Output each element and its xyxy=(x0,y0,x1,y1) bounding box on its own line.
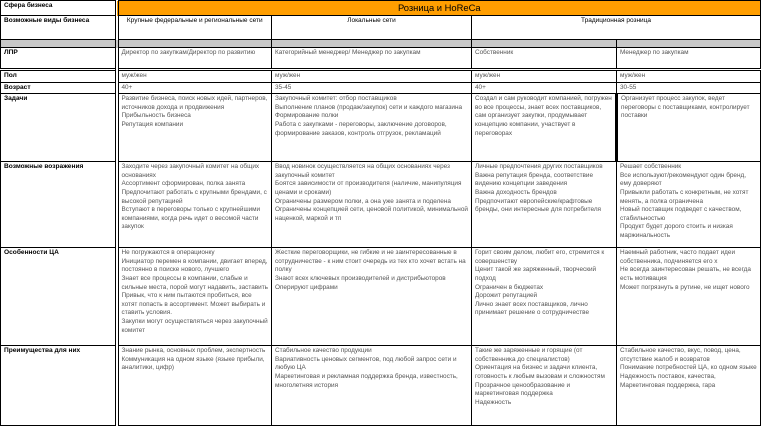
cell-objections-traditional-manager[interactable]: Решает собственник Все используют/рекомендуют один бренд, ему доверяют Привыкли работать с конкретным, не хотят менять, а полка ограничена Новый поставщик подведет с качеством, стабильностью Продукт будет дорого стоить и низкая маржинальность xyxy=(617,162,761,248)
cell-objections-traditional-owner[interactable]: Личные предпочтения других поставщиков Важна репутация бренда, соответствие видению концепции заведения Важна доходность брендов Предпочитают европейские/крафтовые бренды, они интересные для потребителя xyxy=(472,162,617,248)
cell-age-traditional-manager[interactable]: 30-55 xyxy=(617,82,761,94)
cell-advantages-local[interactable]: Стабильное качество продукции Вариативность ценовых сегментов, под любой запрос сети и любую ЦА Маркетинговая и рекламная поддержка бренда, известность, многолетняя история xyxy=(272,346,472,426)
cell-age-federal[interactable]: 40+ xyxy=(117,82,272,94)
cell-lpr-local[interactable]: Категорийный менеджер/ Менеджер по закупкам xyxy=(272,48,472,70)
table-row-tasks xyxy=(1,94,761,162)
cell-audience-traditional-manager[interactable]: Наемный работник, часто подает идеи собственника, подчиняется его х Не всегда заинтересован решать, не всегда есть мотивация Может погрязнуть в рутине, не ищет нового xyxy=(617,248,761,346)
table-row-lpr xyxy=(1,48,761,70)
row-label-age[interactable]: Возраст xyxy=(1,82,117,94)
column-header-traditional-retail[interactable]: Традиционная розница xyxy=(472,16,761,40)
cell-lpr-federal[interactable]: Директор по закупкам/Директор по развитию xyxy=(117,48,272,70)
cell-audience-local[interactable]: Жесткие переговорщики, не гибкие и не заинтересованные в сотрудничестве - к ним стоит очередь из тех кто хочет встать на полку Знают всех ключевых производителей и дистрибьюторов Оперируют цифрами xyxy=(272,248,472,346)
business-types-label[interactable]: Возможные виды бизнеса xyxy=(1,16,117,40)
row-label-objections[interactable]: Возможные возражения xyxy=(1,162,117,248)
row-label-audience-features[interactable]: Особенности ЦА xyxy=(1,248,117,346)
row-label-gender[interactable]: Пол xyxy=(1,70,117,83)
row-label-tasks[interactable]: Задачи xyxy=(1,94,117,162)
separator-row xyxy=(1,40,761,48)
cell-audience-federal[interactable]: Не погружаются в операционку Инициатор перемен в компании, двигает вперед, постоянно в поиске нового, лучшего Знает все процессы в компании, слабые и сильные места, порой могут надавить, заставить Привык, что к ним пытаются пробиться, все хотят попасть в ассортимент. Может выбирать и ставить условия. Закупки могут осуществляться через закупочный комитет xyxy=(117,248,272,346)
cell-audience-traditional-owner[interactable]: Горит своим делом, любит его, стремится к совершенству Ценит такой же заряженный, творческий подход Ограничен в бюджетах Дорожит репутацией Лично знает всех поставщиков, лично принимает решение о сотрудничестве xyxy=(472,248,617,346)
retail-horeca-banner[interactable]: Розница и HoReCa xyxy=(117,1,761,16)
cell-tasks-traditional-manager[interactable]: Организует процесс закупок, ведет переговоры с поставщиками, контролирует поставки xyxy=(617,94,761,162)
cell-advantages-federal[interactable]: Знание рынка, основных проблем, экспертность Коммуникация на одном языке (языке прибыли, аналитики, цифр) xyxy=(117,346,272,426)
cell-tasks-local[interactable]: Закупочный комитет: отбор поставщиков Выполнение планов (продаж/закупок) сети и каждого магазина Формирование полки Работа с закупками - переговоры, заключение договоров, формирование заказов, контроль отгрузок, рекламаций xyxy=(272,94,472,162)
row-label-advantages[interactable]: Преимущества для них xyxy=(1,346,117,426)
cell-gender-local[interactable]: муж/жен xyxy=(272,70,472,83)
cell-objections-federal[interactable]: Заходите через закупочный комитет на общих основаниях Ассортимент сформирован, полка занята Предпочитают работать с крупными брендами, с высокой репутацией Вступают в переговоры только с крупнейшими компаниями, когда речь идет о весомой части закупок xyxy=(117,162,272,248)
cell-age-traditional-owner[interactable]: 40+ xyxy=(472,82,617,94)
table-row-gender xyxy=(1,70,761,83)
cell-gender-federal[interactable]: муж/жен xyxy=(117,70,272,83)
table-row-audience-features xyxy=(1,248,761,346)
cell-advantages-traditional-owner[interactable]: Такие же заряженные и горящие (от собственника до специалистов) Ориентация на бизнес и задачи клиента, готовность к любым вызовам и сложностям Прозрачное ценообразование и маркетинговая поддержка Надежность xyxy=(472,346,617,426)
cell-tasks-federal[interactable]: Развитие бизнеса, поиск новых идей, партнеров, источников дохода и продвижения Прибыльность бизнеса Репутация компании xyxy=(117,94,272,162)
cell-age-local[interactable]: 35-45 xyxy=(272,82,472,94)
column-header-local-chains[interactable]: Локальные сети xyxy=(272,16,472,40)
cell-objections-local[interactable]: Ввод новинок осуществляется на общих основаниях через закупочный комитет Боятся зависимости от производителя (наличие, манипуляция ценами и сроками) Ограничены размером полки, а она уже занята и поделена Ограничены концепцией сети, ценовой политикой, минимальной наценкой, маркой и тп xyxy=(272,162,472,248)
cell-lpr-traditional-owner[interactable]: Собственник xyxy=(472,48,617,70)
cell-gender-traditional-owner[interactable]: муж/жен xyxy=(472,70,617,83)
table-row-advantages xyxy=(1,346,761,426)
cell-gender-traditional-manager[interactable]: муж/жен xyxy=(617,70,761,83)
sfera-label-cell[interactable]: Сфера бизнеса xyxy=(1,1,117,16)
column-header-federal-chains[interactable]: Крупные федеральные и региональные сети xyxy=(117,16,272,40)
cell-advantages-traditional-manager[interactable]: Стабильное качество, вкус, повод, цена, отсутствие жалоб и возвратов Понимание потребностей ЦА, ко одном языке Надежность поставок, качества, Маркетинговая поддержка, гара xyxy=(617,346,761,426)
table-row-age xyxy=(1,82,761,94)
row-label-lpr[interactable]: ЛПР xyxy=(1,48,117,70)
cell-tasks-traditional-owner[interactable]: Создал и сам руководит компанией, погружен во все процессы, знает всех поставщиков, сам организует закупки, продумывает концепцию компании, участвует в переговорах xyxy=(472,94,617,162)
table-row-objections xyxy=(1,162,761,248)
cell-lpr-traditional-manager[interactable]: Менеджер по закупкам xyxy=(617,48,761,70)
